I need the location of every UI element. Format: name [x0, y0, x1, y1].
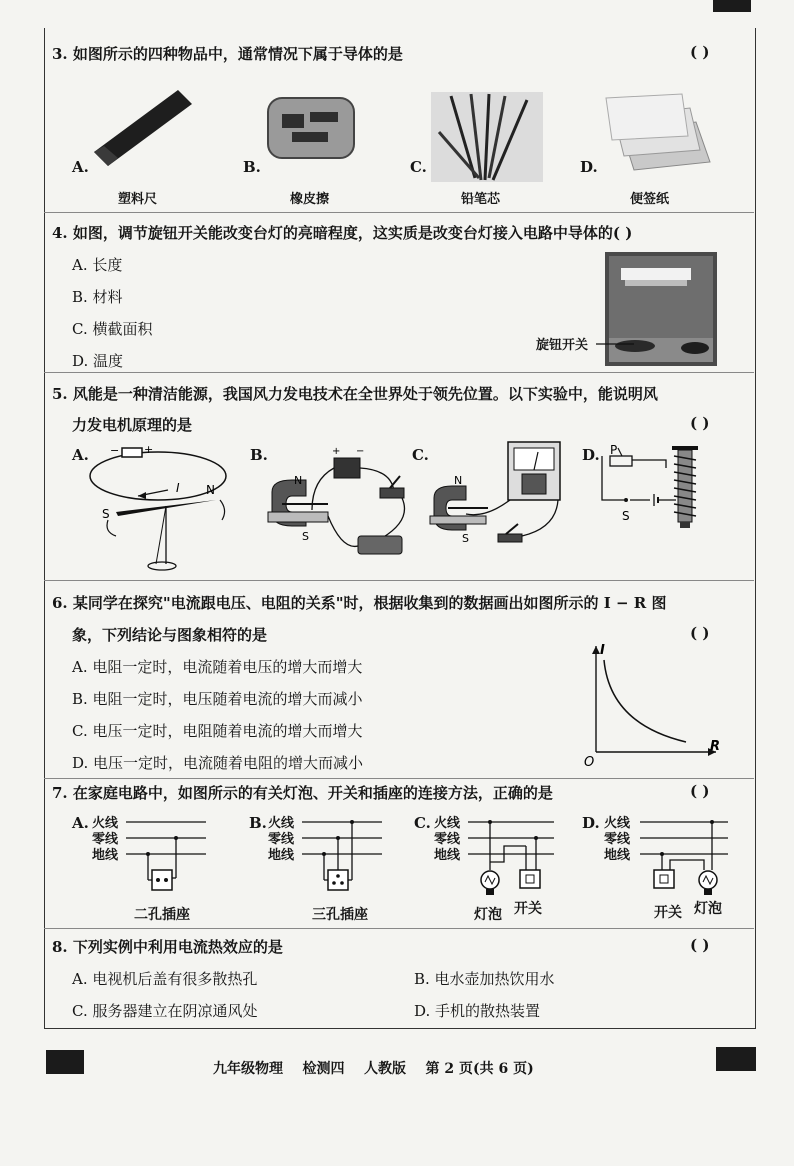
- q4-knob-pointer: [596, 338, 636, 350]
- scan-mark-bottom-right: [716, 1047, 756, 1071]
- q5b-s-label: S: [302, 530, 309, 543]
- q6-graph-origin: O: [584, 755, 595, 770]
- q5-motor-experiment-diagram: [262, 440, 422, 580]
- q8-stem: 8. 下列实例中利用电流热效应的是: [52, 938, 283, 956]
- page-footer: 九年级物理 检测四 人教版 第 2 页(共 6 页): [213, 1061, 534, 1077]
- q3-option-c-letter: C.: [410, 158, 427, 176]
- q7-d-wire-live: 火线: [604, 816, 631, 831]
- q5a-minus: −: [110, 444, 120, 457]
- q5a-n-label: N: [206, 483, 215, 497]
- q3-caption-b: 橡皮擦: [290, 192, 330, 207]
- q3-answer-bracket: ( ): [690, 43, 710, 61]
- divider: [44, 778, 754, 779]
- q7-d-caption-lamp: 灯泡: [694, 901, 722, 917]
- q3-caption-a: 塑料尺: [118, 192, 158, 207]
- q6-i-r-graph: [576, 640, 726, 772]
- q7-c-wire-earth: 地线: [434, 848, 461, 863]
- q5c-n-label: N: [454, 474, 463, 487]
- q4-option-a: A. 长度: [72, 256, 123, 274]
- q7-b-letter: B.: [249, 814, 267, 832]
- q6-graph-x-label: R: [710, 739, 721, 754]
- q3-caption-d: 便签纸: [630, 192, 670, 207]
- q7-c-letter: C.: [414, 814, 431, 832]
- q8-option-d: D. 手机的散热装置: [414, 1002, 541, 1020]
- q5-option-b-letter: B.: [250, 446, 268, 464]
- q7-c-caption-switch: 开关: [514, 901, 542, 917]
- q3-eraser-image: [262, 92, 360, 164]
- q7-c-wire-live: 火线: [434, 816, 461, 831]
- q5d-s-label: S: [622, 509, 630, 523]
- q7-a-caption: 二孔插座: [134, 907, 190, 923]
- q5a-plus: +: [144, 443, 154, 456]
- scan-mark-bottom-left: [46, 1050, 84, 1074]
- divider: [44, 580, 754, 581]
- q7-d-wire-neutral: 零线: [604, 832, 631, 847]
- q7-b-wire-neutral: 零线: [268, 832, 295, 847]
- q5-answer-bracket: ( ): [690, 414, 710, 432]
- q7-stem: 7. 在家庭电路中，如图所示的有关灯泡、开关和插座的连接方法，正确的是: [52, 784, 553, 802]
- q5b-n-label: N: [294, 474, 303, 487]
- q7-b-caption: 三孔插座: [312, 907, 368, 923]
- q5-option-d-letter: D.: [582, 446, 600, 464]
- q5b-plus: +: [332, 446, 341, 457]
- q4-knob-label: 旋钮开关: [536, 338, 589, 353]
- divider: [44, 928, 754, 929]
- q3-pencil-lead-image: [431, 92, 543, 182]
- q5-stem-line2: 力发电机原理的是: [72, 416, 193, 434]
- q4-option-d: D. 温度: [72, 352, 124, 370]
- q7-d-caption-switch: 开关: [654, 905, 682, 921]
- q7-a-wire-neutral: 零线: [92, 832, 119, 847]
- q7-d-wire-earth: 地线: [604, 848, 631, 863]
- q8-option-c: C. 服务器建立在阴凉通风处: [72, 1002, 258, 1020]
- q7-a-wire-live: 火线: [92, 816, 119, 831]
- q6-answer-bracket: ( ): [690, 624, 710, 642]
- q3-option-d-letter: D.: [580, 158, 598, 176]
- q7-b-wire-live: 火线: [268, 816, 295, 831]
- q3-option-b-letter: B.: [243, 158, 261, 176]
- q8-option-a: A. 电视机后盖有很多散热孔: [72, 970, 258, 988]
- scan-mark-top-right: [713, 0, 751, 12]
- q6-option-b: B. 电阻一定时，电压随着电流的增大而减小: [72, 690, 363, 708]
- q5-oersted-experiment-diagram: [88, 440, 238, 580]
- q5-electromagnet-circuit-diagram: [596, 442, 716, 532]
- q7-b-wire-earth: 地线: [268, 848, 295, 863]
- q5b-minus: −: [356, 446, 365, 457]
- q7-d-letter: D.: [582, 814, 600, 832]
- divider: [44, 372, 754, 373]
- q4-option-b: B. 材料: [72, 288, 123, 306]
- q6-stem-line1: 6. 某同学在探究"电流跟电压、电阻的关系"时，根据收集到的数据画出如图所示的 I − R 图: [52, 594, 667, 612]
- q7-a-wire-earth: 地线: [92, 848, 119, 863]
- q3-option-a-letter: A.: [72, 158, 89, 176]
- q7-c-caption-lamp: 灯泡: [474, 907, 502, 923]
- q8-answer-bracket: ( ): [690, 936, 710, 954]
- q3-sticky-notes-image: [600, 92, 712, 172]
- q5-option-a-letter: A.: [72, 446, 89, 464]
- q5a-s-label: S: [102, 507, 110, 521]
- q3-stem: 3. 如图所示的四种物品中，通常情况下属于导体的是: [52, 45, 403, 63]
- q5c-s-label: S: [462, 532, 469, 545]
- q7-d-switch-lamp-diagram: [640, 818, 730, 902]
- q5-generator-experiment-diagram: [426, 438, 576, 558]
- q5d-p-label: P: [610, 443, 618, 457]
- q5a-current-label: I: [176, 481, 180, 495]
- q7-c-lamp-switch-diagram: [468, 818, 556, 902]
- q3-ruler-image: [88, 80, 198, 170]
- q4-option-c: C. 横截面积: [72, 320, 153, 338]
- q6-graph-y-label: I: [600, 643, 605, 658]
- q7-a-letter: A.: [72, 814, 89, 832]
- q6-option-a: A. 电阻一定时，电流随着电压的增大而增大: [72, 658, 363, 676]
- q6-option-d: D. 电压一定时，电流随着电阻的增大而减小: [72, 754, 364, 772]
- q5-option-c-letter: C.: [412, 446, 429, 464]
- q7-b-three-pin-socket-diagram: [302, 818, 384, 898]
- q7-answer-bracket: ( ): [690, 782, 710, 800]
- q4-stem: 4. 如图，调节旋钮开关能改变台灯的亮暗程度，这实质是改变台灯接入电路中导体的( ): [52, 224, 633, 242]
- q3-caption-c: 铅笔芯: [461, 192, 501, 207]
- divider: [44, 212, 754, 213]
- q8-option-b: B. 电水壶加热饮用水: [414, 970, 555, 988]
- q7-a-two-pin-socket-diagram: [126, 818, 208, 898]
- q6-stem-line2: 象，下列结论与图象相符的是: [72, 626, 268, 644]
- q5-stem-line1: 5. 风能是一种清洁能源，我国风力发电技术在全世界处于领先位置。以下实验中，能说明风: [52, 385, 658, 403]
- q7-c-wire-neutral: 零线: [434, 832, 461, 847]
- q6-option-c: C. 电压一定时，电阻随着电流的增大而增大: [72, 722, 363, 740]
